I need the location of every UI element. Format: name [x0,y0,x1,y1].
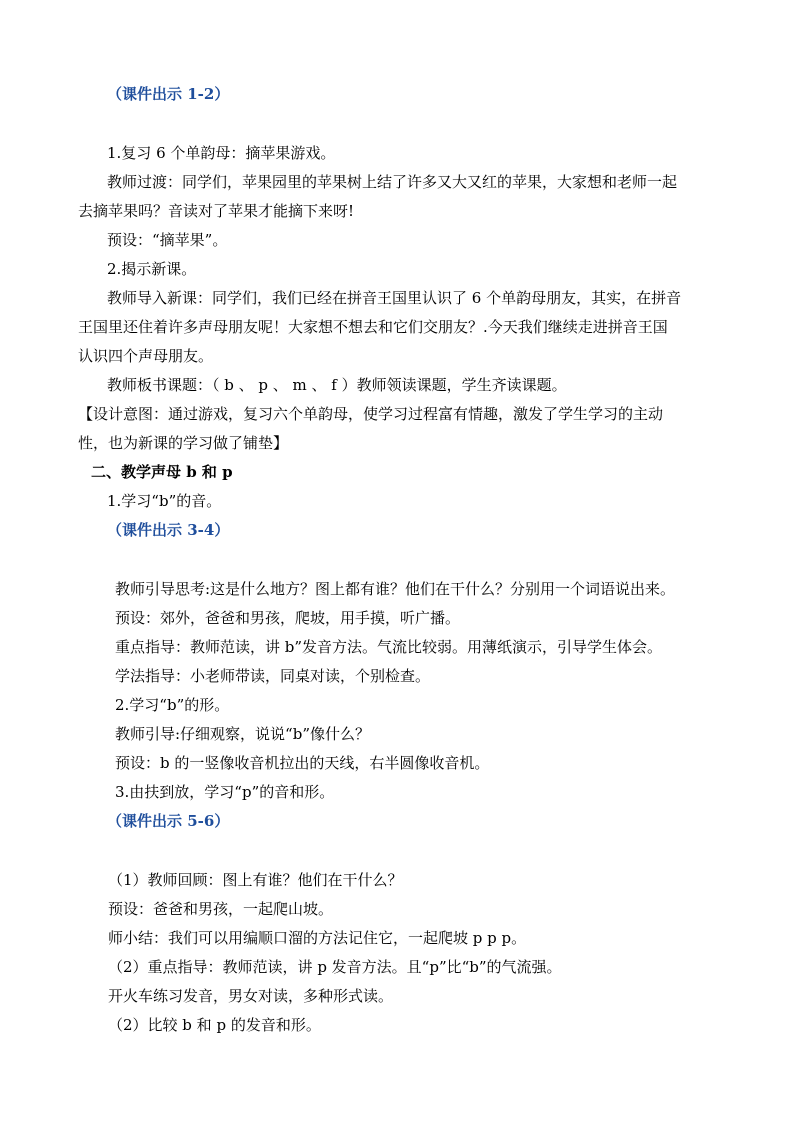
preset-radio: 预设：b 的一竖像收音机拉出的天线，右半圆像收音机。 [115,754,490,772]
intro-paragraph-3: 认识四个声母朋友。 [78,347,214,365]
key-guidance-p: （2）重点指导：教师范读，讲 p 发音方法。且“p”比“b”的气流强。 [108,958,562,976]
study-method: 学法指导：小老师带读，同桌对读，个别检查。 [115,667,431,685]
reveal-lesson: 2.揭示新课。 [107,260,197,278]
preset-pick-apples: 预设：“摘苹果”。 [107,231,228,249]
teacher-guide-think: 教师引导思考:这是什么地方？图上都有谁？他们在干什么？分别用一个词语说出来。 [115,580,676,598]
learn-b-sound: 1.学习“b”的音。 [107,492,222,510]
train-practice: 开火车练习发音，男女对读，多种形式读。 [108,987,394,1005]
intro-paragraph-2: 王国里还住着许多声母朋友呢！大家想不想去和它们交朋友？.今天我们继续走进拼音王国 [78,318,668,336]
board-title: 教师板书课题：（ b 、 p 、 m 、 f ）教师领读课题，学生齐读课题。 [107,376,567,394]
key-guidance-b: 重点指导：教师范读，讲 b”发音方法。气流比较弱。用薄纸演示，引导学生体会。 [115,638,663,656]
learn-b-shape: 2.学习“b”的形。 [115,696,230,714]
teacher-transition: 教师过渡：同学们，苹果园里的苹果树上结了许多又大又红的苹果，大家想和老师一起 [107,173,678,191]
design-intent-2: 性，也为新课的学习做了铺垫】 [78,434,289,452]
teacher-review: （1）教师回顾：图上有谁？他们在干什么？ [108,871,403,889]
teacher-guide-observe: 教师引导:仔细观察，说说“b”像什么？ [115,725,370,743]
intro-paragraph-1: 教师导入新课：同学们，我们已经在拼音王国里认识了 6 个单韵母朋友，其实，在拼音 [107,289,682,307]
slide-note-3-4: （课件出示 3-4） [107,521,230,539]
review-step: 1.复习 6 个单韵母：摘苹果游戏。 [107,144,336,162]
teacher-transition-cont: 去摘苹果吗？音读对了苹果才能摘下来呀! [78,202,355,220]
preset-outskirts: 预设：郊外，爸爸和男孩，爬坡，用手摸，听广播。 [115,609,461,627]
slide-note-5-6: （课件出示 5-6） [107,812,230,830]
design-intent-1: 【设计意图：通过游戏，复习六个单韵母，使学习过程富有情趣，激发了学生学习的主动 [78,405,664,423]
teacher-summary: 师小结：我们可以用编顺口溜的方法记住它，一起爬坡 p p p。 [108,929,527,947]
slide-note-1-2: （课件出示 1-2） [107,85,230,103]
section-heading-b-p: 二、教学声母 b 和 p [91,463,233,481]
learn-p: 3.由扶到放，学习“p”的音和形。 [115,783,335,801]
preset-climb-hill: 预设：爸爸和男孩，一起爬山坡。 [108,900,334,918]
compare-b-p: （2）比较 b 和 p 的发音和形。 [108,1016,321,1034]
